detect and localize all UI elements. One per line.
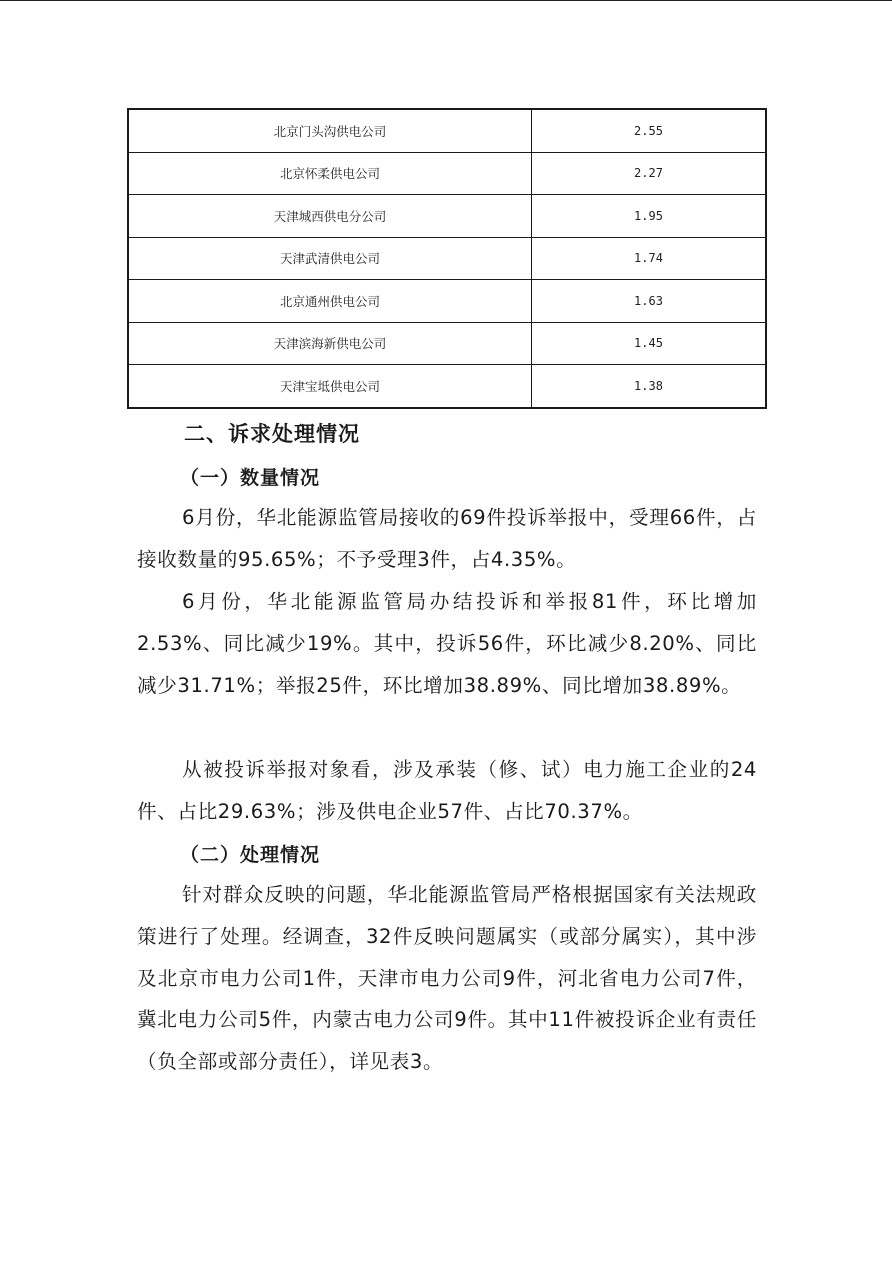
value-cell: 1.38: [532, 365, 767, 408]
value-cell: 2.27: [532, 152, 767, 195]
value-cell: 1.45: [532, 322, 767, 365]
paragraph-completion: 6月份，华北能源监管局办结投诉和举报81件，环比增加2.53%、同比减少19%。其中，投诉56件，环比减少8.20%、同比减少31.71%；举报25件，环比增加38.89%、同比增加38.89%。: [137, 590, 757, 697]
paragraph-acceptance: 6月份，华北能源监管局接收的69件投诉举报中，受理66件，占接收数量的95.65%；不予受理3件，占4.35%。: [137, 506, 757, 571]
section-heading: 二、诉求处理情况: [184, 422, 360, 446]
table-row: [128, 152, 766, 195]
subsection-heading-handling: （二）处理情况: [180, 844, 321, 866]
table-row: [128, 322, 766, 365]
table-row: [128, 195, 766, 238]
paragraph-complaint-targets: 从被投诉举报对象看，涉及承装（修、试）电力施工企业的24件、占比29.63%；涉及供电企业57件、占比70.37%。: [137, 758, 757, 823]
page-top-border: [0, 0, 892, 1]
company-name-cell: 天津城西供电分公司: [128, 195, 532, 238]
company-name-cell: 天津宝坻供电公司: [128, 365, 532, 408]
company-name-cell: 北京通州供电公司: [128, 280, 532, 323]
value-cell: 1.74: [532, 237, 767, 280]
company-name-cell: 北京怀柔供电公司: [128, 152, 532, 195]
company-name-cell: 北京门头沟供电公司: [128, 109, 532, 152]
table-row: [128, 280, 766, 323]
table-row: [128, 237, 766, 280]
supplier-rate-table: [127, 108, 767, 409]
value-cell: 1.63: [532, 280, 767, 323]
company-name-cell: 天津武清供电公司: [128, 237, 532, 280]
table-row: [128, 109, 766, 152]
value-cell: 1.95: [532, 195, 767, 238]
paragraph-handling-details: 针对群众反映的问题，华北能源监管局严格根据国家有关法规政策进行了处理。经调查，32件反映问题属实（或部分属实），其中涉及北京市电力公司1件，天津市电力公司9件，河北省电力公司7件，冀北电力公司5件，内蒙古电力公司9件。其中11件被投诉企业有责任（负全部或部分责任），详见表3。: [137, 883, 757, 1074]
subsection-heading-quantity: （一）数量情况: [180, 467, 321, 489]
company-name-cell: 天津滨海新供电公司: [128, 322, 532, 365]
table-row: [128, 365, 766, 408]
value-cell: 2.55: [532, 109, 767, 152]
